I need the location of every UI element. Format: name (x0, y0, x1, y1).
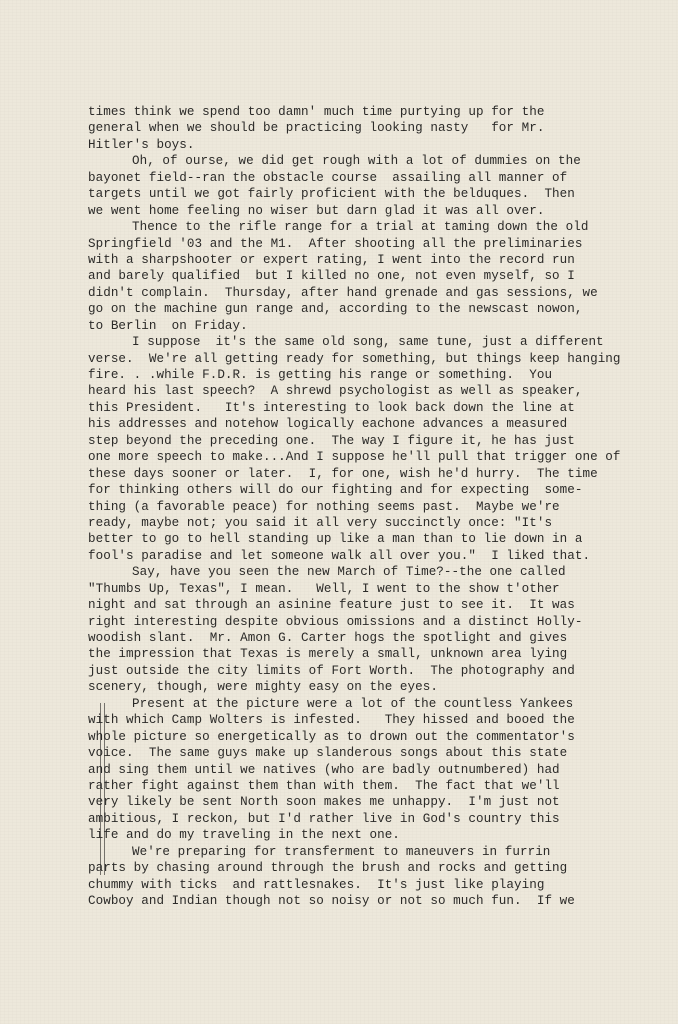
text-line: for thinking others will do our fighting and for expecting some- (88, 483, 583, 498)
text-line: go on the machine gun range and, according to the newscast nowon, (88, 302, 583, 317)
text-line: step beyond the preceding one. The way I figure it, he has just (88, 433, 575, 448)
text-line: "Thumbs Up, Texas", I mean. Well, I went to the show t'other (88, 581, 560, 596)
text-line: ready, maybe not; you said it all very succinctly once: "It's (88, 515, 553, 530)
text-line: we went home feeling no wiser but darn glad it was all over. (88, 203, 545, 218)
text-line: this President. It's interesting to look back down the line at (88, 400, 575, 415)
text-line: ambitious, I reckon, but I'd rather live in God's country this (88, 811, 560, 826)
text-line: and barely qualified but I killed no one, not even myself, so I (88, 269, 575, 284)
text-line: rather fight against them than with them. The fact that we'll (88, 778, 560, 793)
text-line: thing (a favorable peace) for nothing seems past. Maybe we're (88, 499, 560, 514)
text-line: bayonet field--ran the obstacle course assailing all manner of (88, 170, 568, 185)
text-line: Cowboy and Indian though not so noisy or not so much fun. If we (88, 894, 575, 908)
text-line: Present at the picture were a lot of the countless Yankees (132, 696, 574, 711)
text-line: woodish slant. Mr. Amon G. Carter hogs the spotlight and gives (88, 631, 568, 645)
text-line: with which Camp Wolters is infested. They hissed and booed the (88, 713, 575, 728)
text-line: general when we should be practicing looking nasty for Mr. (88, 121, 545, 136)
text-line: didn't complain. Thursday, after hand grenade and gas sessions, we (88, 285, 598, 300)
text-line: fool's paradise and let someone walk all over you." I liked that. (88, 548, 591, 563)
text-line: to Berlin on Friday. (88, 318, 248, 333)
text-line: Springfield '03 and the M1. After shooting all the preliminaries (88, 236, 583, 251)
text-line: his addresses and notehow logically eachone advances a measured (88, 417, 568, 432)
text-line: targets until we got fairly proficient with the belduques. Then (88, 187, 575, 202)
typewritten-body (88, 104, 668, 909)
text-line: life and do my traveling in the next one. (88, 828, 400, 843)
text-line: very likely be sent North soon makes me unhappy. I'm just not (88, 795, 560, 810)
text-line: I suppose it's the same old song, same tune, just a different (132, 335, 604, 350)
text-line: parts by chasing around through the brush and rocks and getting (88, 861, 568, 876)
text-line: We're preparing for transferment to maneuvers in furrin (132, 844, 551, 859)
text-line: one more speech to make...And I suppose he'll pull that trigger one of (88, 450, 621, 465)
text-line: heard his last speech? A shrewd psychologist as well as speaker, (88, 384, 583, 399)
text-line: voice. The same guys make up slanderous songs about this state (88, 746, 568, 761)
text-line: chummy with ticks and rattlesnakes. It's just like playing (88, 877, 545, 892)
text-line: scenery, though, were mighty easy on the eyes. (88, 680, 438, 695)
text-line: night and sat through an asinine feature just to see it. It was (88, 598, 575, 613)
text-line: Thence to the rifle range for a trial at taming down the old (132, 220, 589, 235)
text-line: times think we spend too damn' much time purtying up for the (88, 105, 545, 119)
text-line: better to go to hell standing up like a man than to lie down in a (88, 532, 583, 547)
text-line: with a sharpshooter or expert rating, I went into the record run (88, 252, 575, 267)
text-line: these days sooner or later. I, for one, wish he'd hurry. The time (88, 466, 598, 481)
text-line: just outside the city limits of Fort Worth. The photography and (88, 663, 575, 678)
text-line: the impression that Texas is merely a small, unknown area lying (88, 647, 568, 662)
text-line: and sing them until we natives (who are badly outnumbered) had (88, 762, 560, 777)
text-line: whole picture so energetically as to drown out the commentator's (88, 729, 575, 744)
text-line: Oh, of ourse, we did get rough with a lot of dummies on the (132, 154, 581, 169)
text-line: right interesting despite obvious omissions and a distinct Holly- (88, 614, 583, 629)
text-line: fire. . .while F.D.R. is getting his range or something. You (88, 368, 553, 382)
text-line: Hitler's boys. (88, 137, 195, 152)
text-line: Say, have you seen the new March of Time?--the one called (132, 565, 566, 580)
text-line: verse. We're all getting ready for something, but things keep hanging (88, 351, 621, 366)
